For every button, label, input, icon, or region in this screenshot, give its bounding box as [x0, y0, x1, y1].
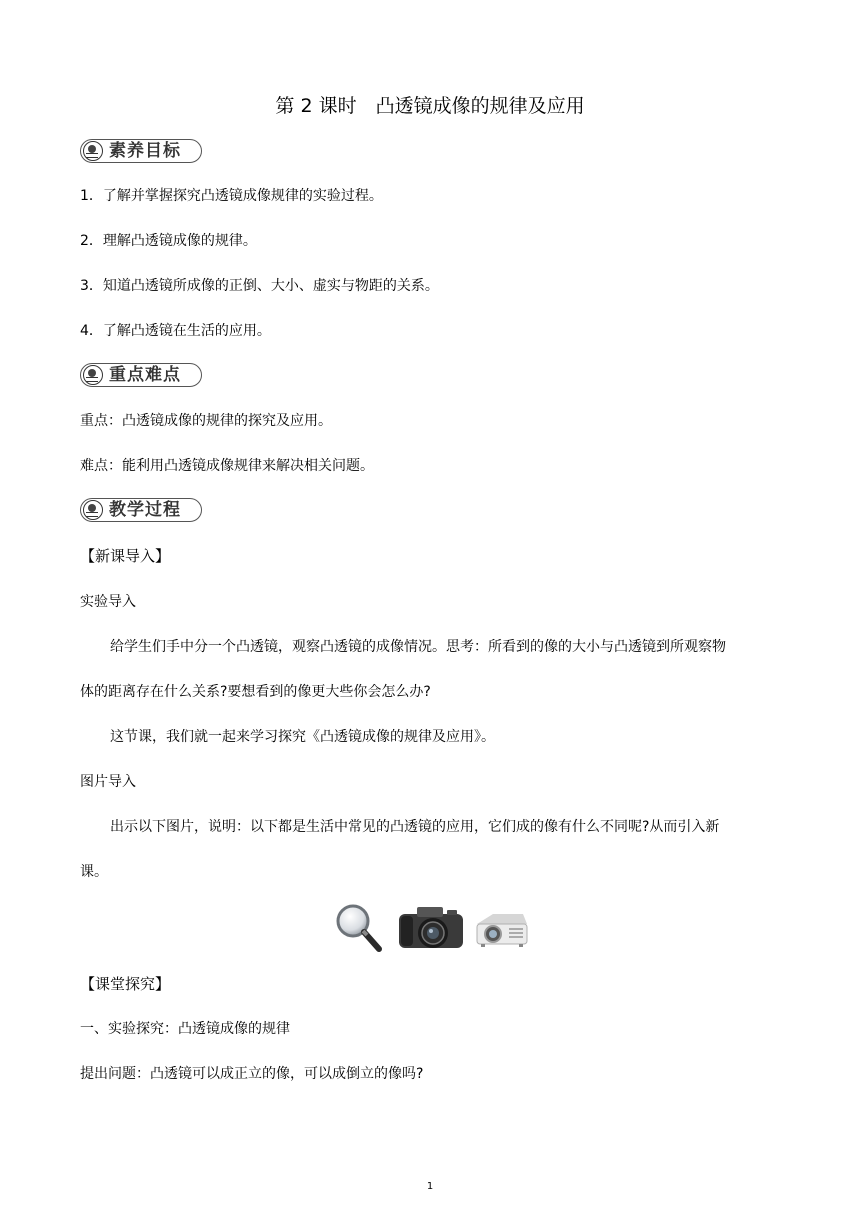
- goal-item: 4．了解凸透镜在生活的应用。: [80, 323, 271, 339]
- goal-item: 3．知道凸透镜所成像的正倒、大小、虚实与物距的关系。: [80, 278, 439, 294]
- page-title: 第 2 课时 凸透镜成像的规律及应用: [275, 95, 585, 117]
- experiment-paragraph-line: 体的距离存在什么关系?要想看到的像更大些你会怎么办?: [80, 684, 431, 700]
- experiment-intro-label: 实验导入: [80, 594, 136, 610]
- experiment-paragraph-2: 这节课，我们就一起来学习探究《凸透镜成像的规律及应用》。: [110, 729, 495, 745]
- key-difficulty: 难点：能利用凸透镜成像规律来解决相关问题。: [80, 458, 374, 474]
- projector-icon: [477, 914, 527, 947]
- explore-heading: 【课堂探究】: [80, 975, 171, 993]
- magnifier-icon: [338, 906, 379, 949]
- experiment-paragraph-line: 给学生们手中分一个凸透镜，观察凸透镜的成像情况。思考：所看到的像的大小与凸透镜到所观察物: [110, 639, 726, 655]
- goal-item: 1．了解并掌握探究凸透镜成像规律的实验过程。: [80, 188, 383, 204]
- camera-icon: [399, 907, 463, 948]
- key-focus: 重点：凸透镜成像的规律的探究及应用。: [80, 413, 332, 429]
- section-badge-label: 教学过程: [109, 500, 181, 520]
- section-badge-label: 素养目标: [109, 141, 181, 161]
- section-badge-key-points: [80, 363, 202, 387]
- section-badge-icon: [83, 365, 103, 385]
- section-badge-label: 重点难点: [109, 365, 181, 385]
- section-badge-process: [80, 498, 202, 522]
- intro-heading: 【新课导入】: [80, 547, 171, 565]
- page-number: 1: [426, 1181, 434, 1192]
- goal-item: 2．理解凸透镜成像的规律。: [80, 233, 257, 249]
- explore-section-title: 一、实验探究：凸透镜成像的规律: [80, 1021, 290, 1037]
- application-images: [333, 900, 533, 954]
- section-badge-icon: [83, 500, 103, 520]
- question-text: 提出问题：凸透镜可以成正立的像，可以成倒立的像吗?: [80, 1066, 424, 1082]
- picture-paragraph-line: 课。: [80, 864, 108, 880]
- section-badge-icon: [83, 141, 103, 161]
- picture-intro-label: 图片导入: [80, 774, 136, 790]
- section-badge-goals: [80, 139, 202, 163]
- picture-paragraph-line: 出示以下图片，说明：以下都是生活中常见的凸透镜的应用，它们成的像有什么不同呢?从而引入新: [110, 819, 720, 835]
